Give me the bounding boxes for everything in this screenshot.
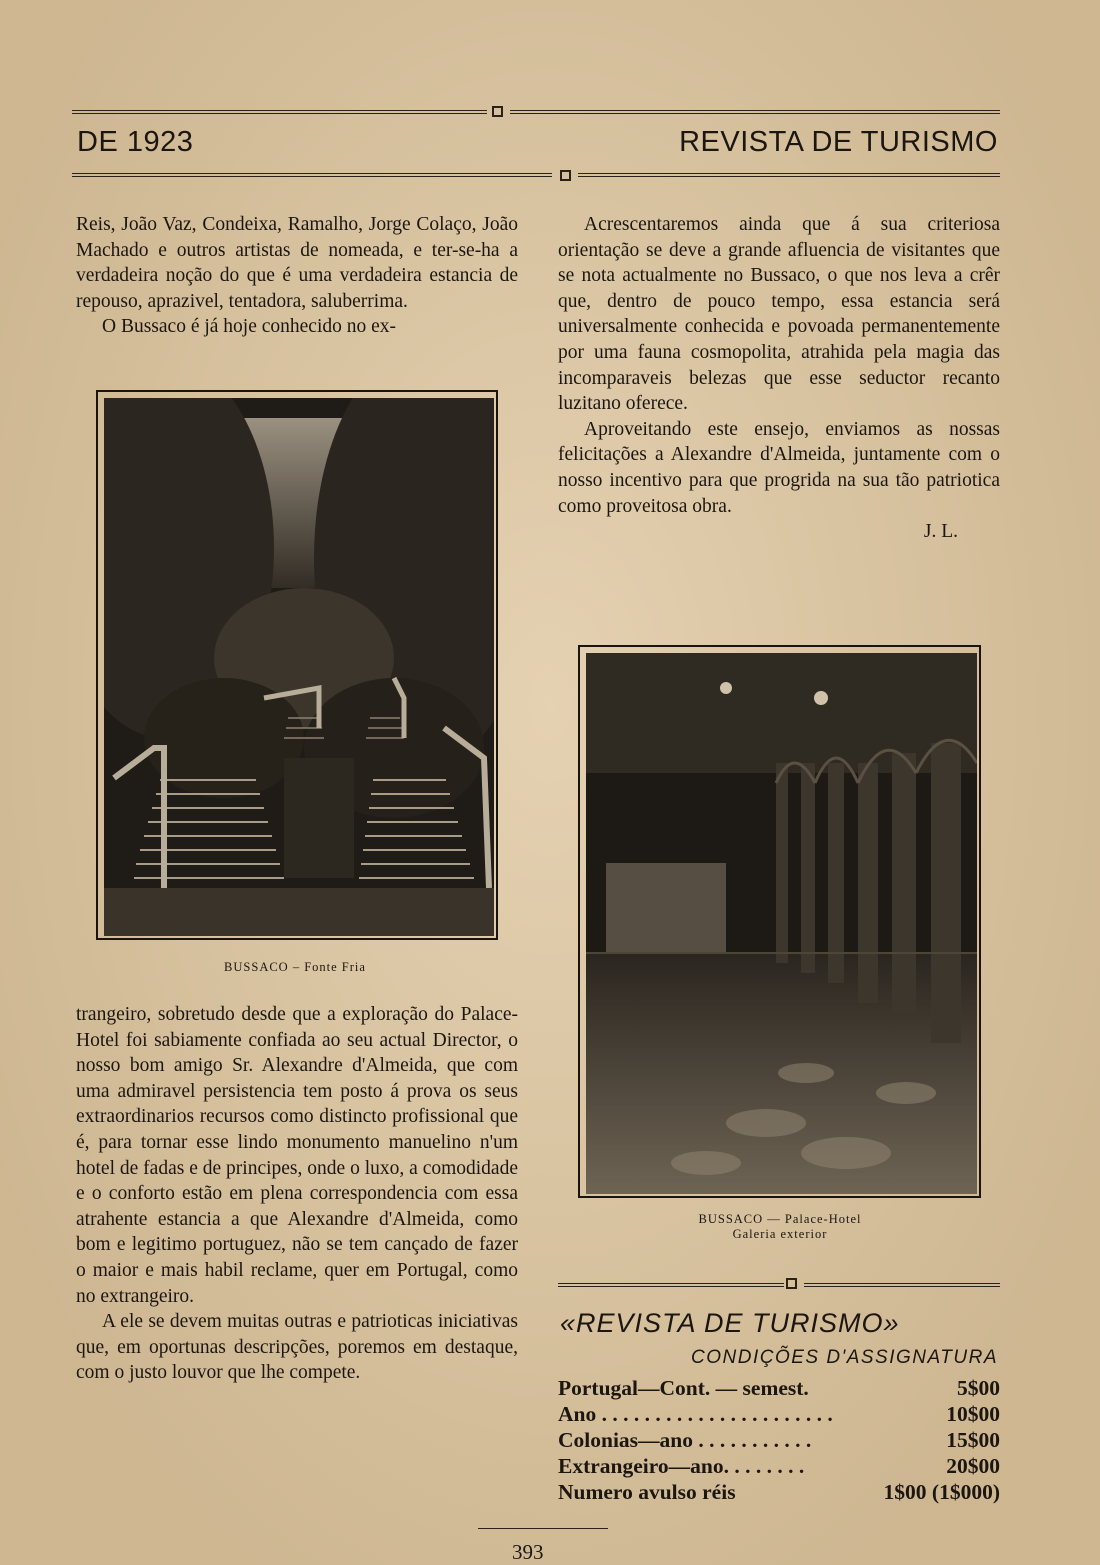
price-value: 10$00 bbox=[946, 1402, 1000, 1426]
left-column-top bbox=[76, 212, 518, 340]
photo-caption-palace-hotel bbox=[640, 1212, 920, 1242]
left-column-bottom bbox=[76, 1002, 518, 1386]
price-label: Extrangeiro—ano. . . . . . . . bbox=[558, 1454, 805, 1478]
photo-caption-fonte-fria: BUSSACO – Fonte Fria bbox=[224, 960, 366, 974]
ornament-icon bbox=[786, 1278, 797, 1289]
page-number: 393 bbox=[512, 1540, 544, 1564]
paragraph: trangeiro, sobretudo desde que a exploração do Palace-Hotel foi sabiamente confiada ao seu actual Director, o nosso bom amigo Sr. Alexandre d'Almeida, que com uma admiravel persistencia tem posto á prova os seus extraordinarios recursos como distincto profissional que é, para tornar esse lindo monumento manuelino n'um hotel de fadas e de principes, onde o luxo, a comodidade e o conforto estão em plena correspondencia com essa atrahente estancia a que Alexandre d'Almeida, como bom e legitimo portuguez, não se tem cançado de fazer o maior e mais habil reclame, quer em Portugal, como no extrangeiro. bbox=[76, 1004, 518, 1307]
subscription-rule-left bbox=[558, 1283, 784, 1287]
subscription-rule-right bbox=[804, 1283, 1000, 1287]
price-row bbox=[558, 1480, 1000, 1505]
price-row bbox=[558, 1376, 1000, 1401]
paragraph: Reis, João Vaz, Condeixa, Ramalho, Jorge Colaço, João Machado e outros artistas de nomeada, e ter-se-ha a verdadeira noção do que é uma verdadeira estancia de repouso, aprazivel, tentadora, saluberrima. bbox=[76, 214, 518, 312]
signature: J. L. bbox=[923, 521, 958, 543]
caption-line: Galeria exterior bbox=[732, 1227, 828, 1241]
paragraph: Aproveitando este ensejo, enviamos as nossas felicitações a Alexandre d'Almeida, juntamente com o nosso incentivo para que progrida na sua tão patriotica como proveitosa obra. bbox=[558, 418, 1000, 517]
paragraph: O Bussaco é já hoje conhecido no ex- bbox=[102, 316, 397, 338]
footer-rule bbox=[478, 1528, 608, 1529]
paragraph: Acrescentaremos ainda que á sua criteriosa orientação se deve a grande afluencia de visitantes que se nota actualmente no Bussaco, o que nos leva a crêr que, dentro de pouco tempo, essa estancia será universalmente conhecida e povoada permanentemente por uma fauna cosmopolita, atrahida pela magia das incomparaveis belezas que esse seductor recanto luzitano oferece. bbox=[558, 214, 1000, 415]
stairs-photo-illustration bbox=[104, 398, 494, 936]
header-rule-bottom-left bbox=[72, 173, 552, 177]
header-rule-top-right bbox=[510, 110, 1000, 114]
header-title: REVISTA DE TURISMO bbox=[679, 126, 998, 158]
right-column bbox=[558, 212, 1000, 545]
header-date: DE 1923 bbox=[77, 126, 194, 158]
header-rule-bottom-right bbox=[578, 173, 1000, 177]
gallery-photo-illustration bbox=[586, 653, 977, 1194]
subscription-title: «REVISTA DE TURISMO» bbox=[560, 1308, 900, 1338]
price-label: Ano . . . . . . . . . . . . . . . . . . . . . . bbox=[558, 1402, 833, 1426]
price-value: 5$00 bbox=[957, 1376, 1000, 1400]
photo-palace-hotel-gallery bbox=[578, 645, 981, 1198]
paragraph: A ele se devem muitas outras e patrioticas iniciativas que, em oportunas descripções, poremos em destaque, com o justo louvor que lhe compete. bbox=[76, 1311, 518, 1384]
price-row bbox=[558, 1402, 1000, 1427]
header-rule-top-left bbox=[72, 110, 487, 114]
price-label: Numero avulso réis bbox=[558, 1480, 736, 1504]
subscription-subtitle: CONDIÇÕES D'ASSIGNATURA bbox=[691, 1347, 998, 1368]
price-value: 1$00 (1$000) bbox=[883, 1480, 1000, 1504]
photo-fonte-fria bbox=[96, 390, 498, 940]
price-value: 20$00 bbox=[946, 1454, 1000, 1478]
caption-line: BUSSACO — Palace-Hotel bbox=[698, 1212, 862, 1226]
price-row bbox=[558, 1454, 1000, 1479]
ornament-icon bbox=[560, 170, 571, 181]
price-value: 15$00 bbox=[946, 1428, 1000, 1452]
price-row bbox=[558, 1428, 1000, 1453]
price-label: Colonias—ano . . . . . . . . . . . bbox=[558, 1428, 812, 1452]
price-label: Portugal—Cont. — semest. bbox=[558, 1376, 809, 1400]
ornament-icon bbox=[492, 106, 503, 117]
